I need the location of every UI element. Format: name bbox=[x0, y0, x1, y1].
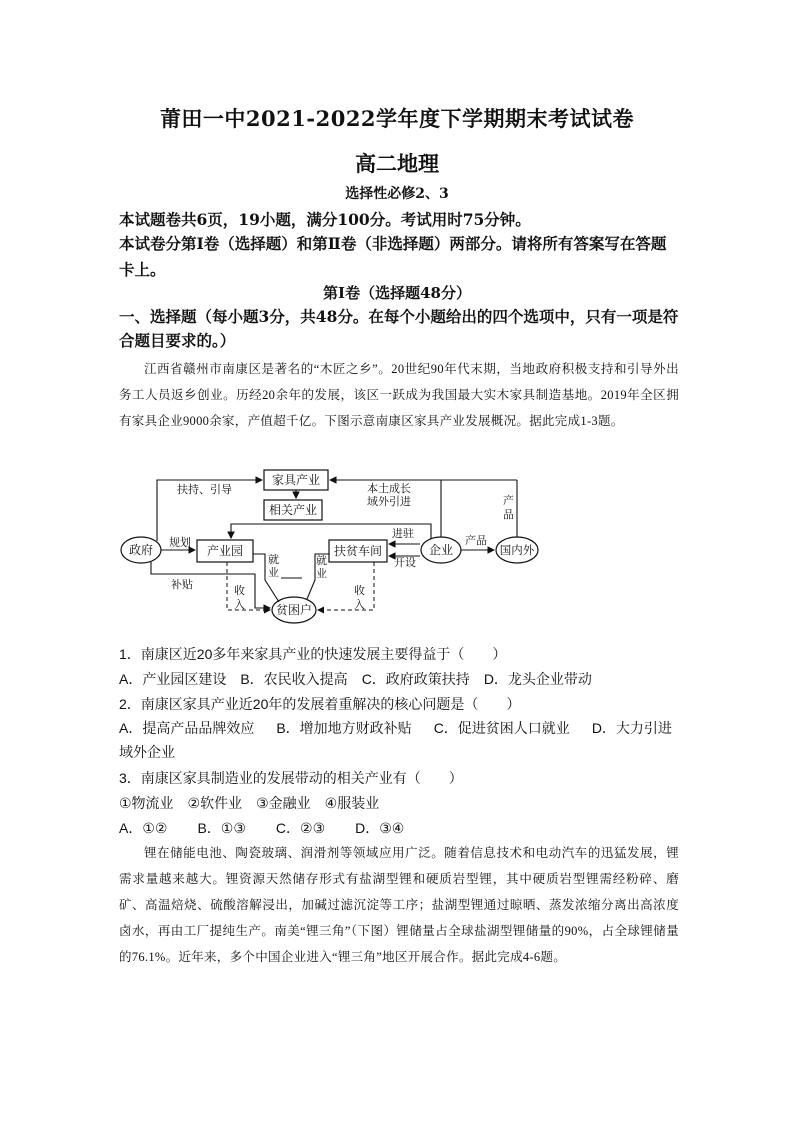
question-3-stem: 3．南康区家具制造业的发展带动的相关产业有（ ） bbox=[119, 770, 463, 786]
exam-info-line1: 本试题卷共6页，19小题，满分100分。考试用时75分钟。 bbox=[119, 210, 531, 229]
label-employ1-a: 就 bbox=[268, 553, 279, 566]
label-open: 开设 bbox=[394, 556, 416, 569]
section-title: 第Ⅰ卷（选择题48分） bbox=[323, 284, 471, 302]
subject-title: 高二地理 bbox=[355, 151, 439, 176]
label-income1-a: 收 bbox=[234, 584, 245, 597]
exam-info-line2: 本试卷分第Ⅰ卷（选择题）和第Ⅱ卷（非选择题）两部分。请将所有答案写在答题卡上。 bbox=[119, 234, 667, 279]
label-subsidy: 补贴 bbox=[171, 578, 193, 591]
passage-1: 江西省赣州市南康区是著名的“木匠之乡”。20世纪90年代末期，当地政府积极支持和引导外出务工人员返乡创业。历经20余年的发展，该区一跃成为我国最大实木家具制造基地。2019年全区拥有家具企业9000余家，产值超千亿。下图示意南康区家具产业发展概况。据此完成1-3题。 bbox=[119, 362, 679, 428]
label-industrial-park: 产业园 bbox=[206, 544, 244, 558]
exam-title: 莆田一中2021-2022学年度下学期期末考试试卷 bbox=[159, 106, 635, 131]
q2-option-d[interactable]: D．大力引进域外企业 bbox=[119, 720, 672, 760]
q3-option-a[interactable]: A．①② bbox=[119, 820, 168, 836]
q2-option-c[interactable]: C．促进贫困人口就业 bbox=[433, 720, 570, 736]
label-poverty-workshop: 扶贫车间 bbox=[333, 544, 383, 558]
q2-option-b[interactable]: B．增加地方财政补贴 bbox=[276, 720, 412, 736]
label-government: 政府 bbox=[128, 543, 154, 557]
question-1-stem: 1．南康区近20多年来家具产业的快速发展主要得益于（ ） bbox=[119, 646, 507, 662]
label-local-growth: 本土成长 bbox=[367, 482, 411, 495]
exam-scope: 选择性必修2、3 bbox=[345, 186, 449, 202]
label-related-industry: 相关产业 bbox=[268, 503, 318, 517]
label-product-bottom: 品 bbox=[503, 508, 514, 521]
label-income2-b: 入 bbox=[354, 598, 365, 611]
label-employ1-b: 业 bbox=[268, 566, 279, 579]
label-external-intro: 域外引进 bbox=[367, 495, 411, 508]
label-poor-households: 贫困户 bbox=[275, 603, 313, 617]
label-settle-in: 进驻 bbox=[392, 527, 414, 540]
label-income1-b: 入 bbox=[234, 598, 245, 611]
label-enterprise: 企业 bbox=[428, 543, 454, 557]
label-employ2-b: 业 bbox=[316, 567, 327, 580]
label-support-guide: 扶持、引导 bbox=[177, 483, 232, 496]
passage-2: 锂在储能电池、陶瓷玻璃、润滑剂等领域应用广泛。随着信息技术和电动汽车的迅猛发展，锂需求量越来越大。锂资源天然储存形式有盐湖型锂和硬质岩型锂，其中硬质岩型锂需经粉碎、磨矿、高温焙烧、硫酸溶解浸出，加碱过滤沉淀等工序；盐湖型锂通过晾晒、蒸发浓缩分离出高浓度卤水，再由工厂提纯生产。南美“锂三角”（下图）锂储量占全球盐湖型锂储量的90%，占全球锂储量的76.1%。近年来，多个中国企业进入“锂三角”地区开展合作。据此完成4-6题。 bbox=[119, 846, 679, 964]
q3-option-c[interactable]: C．②③ bbox=[275, 820, 326, 836]
label-product-h: 产品 bbox=[465, 534, 487, 547]
q3-option-b[interactable]: B．①③ bbox=[197, 820, 246, 836]
question-2-stem: 2．南康区家具产业近20年的发展着重解决的核心问题是（ ） bbox=[119, 696, 521, 712]
label-domestic-foreign: 国内外 bbox=[499, 543, 535, 557]
q3-option-d[interactable]: D．③④ bbox=[355, 820, 405, 836]
q1-option-c[interactable]: C．政府政策扶持 bbox=[361, 671, 470, 687]
q1-option-a[interactable]: A．产业园区建设 bbox=[119, 671, 227, 687]
label-income2-a: 收 bbox=[354, 584, 365, 597]
label-product-top: 产 bbox=[503, 494, 514, 507]
question-2-options bbox=[119, 716, 679, 764]
section-instruction: 一、选择题（每小题3分，共48分。在每个小题给出的四个选项中，只有一项是符合题目要求的。） bbox=[119, 307, 679, 350]
question-3-items: ①物流业 ②软件业 ③金融业 ④服装业 bbox=[119, 795, 380, 811]
label-furniture-industry: 家具产业 bbox=[271, 473, 321, 487]
label-employ2-a: 就 bbox=[316, 554, 327, 567]
question-3-options bbox=[119, 816, 679, 840]
furniture-industry-diagram bbox=[119, 462, 559, 634]
label-planning: 规划 bbox=[169, 536, 191, 549]
q1-option-d[interactable]: D．龙头企业带动 bbox=[483, 671, 592, 687]
q1-option-b[interactable]: B．农民收入提高 bbox=[240, 671, 348, 687]
question-1-options bbox=[119, 667, 679, 691]
q2-option-a[interactable]: A．提高产品品牌效应 bbox=[119, 720, 255, 736]
